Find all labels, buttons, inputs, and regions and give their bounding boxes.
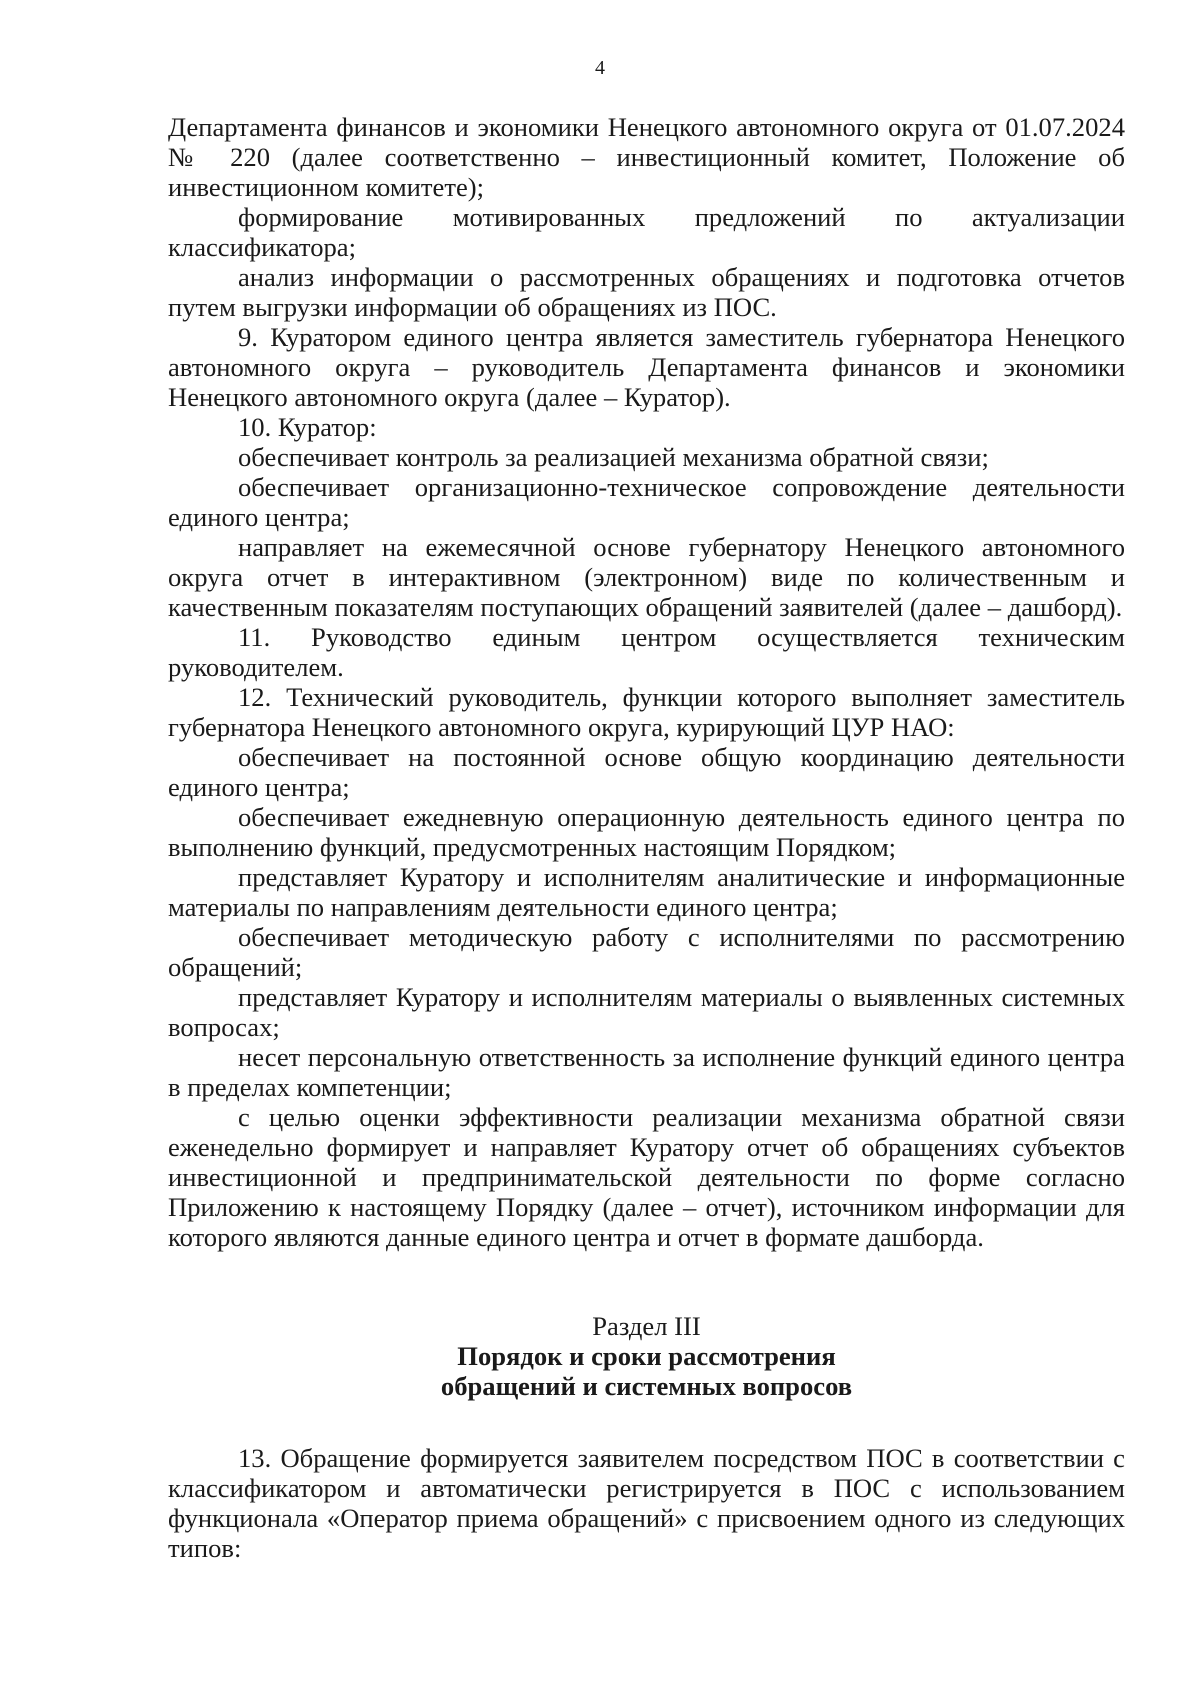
paragraph: с целью оценки эффективности реализации механизма обратной связи еженедельно формирует и направляет Куратору отчет об обращениях субъектов инвестиционной и предпринимательской деятельности по форме согласно Приложению к настоящему Порядку (далее – отчет), источником информации для которого являются данные единого центра и отчет в формате дашборда. bbox=[168, 1102, 1125, 1252]
paragraph: Департамента финансов и экономики Ненецкого автономного округа от 01.07.2024 № 220 (далее соответственно – инвестиционный комитет, Положение об инвестиционном комитете); bbox=[168, 112, 1125, 202]
paragraph: формирование мотивированных предложений по актуализации классификатора; bbox=[168, 202, 1125, 262]
paragraph: 9. Куратором единого центра является заместитель губернатора Ненецкого автономного округа – руководитель Департамента финансов и экономики Ненецкого автономного округа (далее – Куратор). bbox=[168, 322, 1125, 412]
paragraph: обеспечивает на постоянной основе общую координацию деятельности единого центра; bbox=[168, 742, 1125, 802]
paragraph: 10. Куратор: bbox=[238, 412, 377, 442]
paragraph: направляет на ежемесячной основе губернатору Ненецкого автономного округа отчет в интерактивном (электронном) виде по количественным и качественным показателям поступающих обращений заявителей (далее – дашборд). bbox=[168, 532, 1125, 622]
paragraph: 11. Руководство единым центром осуществляется техническим руководителем. bbox=[168, 622, 1125, 682]
paragraph: представляет Куратору и исполнителям аналитические и информационные материалы по направлениям деятельности единого центра; bbox=[168, 862, 1125, 922]
paragraph: представляет Куратору и исполнителям материалы о выявленных системных вопросах; bbox=[168, 982, 1125, 1042]
section-title-line-1: Порядок и сроки рассмотрения bbox=[457, 1341, 836, 1371]
paragraph: обеспечивает методическую работу с исполнителями по рассмотрению обращений; bbox=[168, 922, 1125, 982]
paragraph: анализ информации о рассмотренных обращениях и подготовка отчетов путем выгрузки информации об обращениях из ПОС. bbox=[168, 262, 1125, 322]
paragraph: обеспечивает ежедневную операционную деятельность единого центра по выполнению функций, предусмотренных настоящим Порядком; bbox=[168, 802, 1125, 862]
paragraph: несет персональную ответственность за исполнение функций единого центра в пределах компетенции; bbox=[168, 1042, 1125, 1102]
document-body bbox=[168, 112, 1125, 1563]
paragraph: обеспечивает организационно-техническое сопровождение деятельности единого центра; bbox=[168, 472, 1125, 532]
paragraph: 12. Технический руководитель, функции которого выполняет заместитель губернатора Ненецкого автономного округа, курирующий ЦУР НАО: bbox=[168, 682, 1125, 742]
page-number: 4 bbox=[595, 57, 605, 79]
section-title-line-2: обращений и системных вопросов bbox=[440, 1371, 853, 1401]
paragraph: обеспечивает контроль за реализацией механизма обратной связи; bbox=[238, 442, 989, 472]
paragraph-13: 13. Обращение формируется заявителем посредством ПОС в соответствии с классификатором и автоматически регистрируется в ПОС с использованием функционала «Оператор приема обращений» с присвоением одного из следующих типов: bbox=[168, 1443, 1125, 1563]
section-label: Раздел III bbox=[592, 1311, 701, 1341]
